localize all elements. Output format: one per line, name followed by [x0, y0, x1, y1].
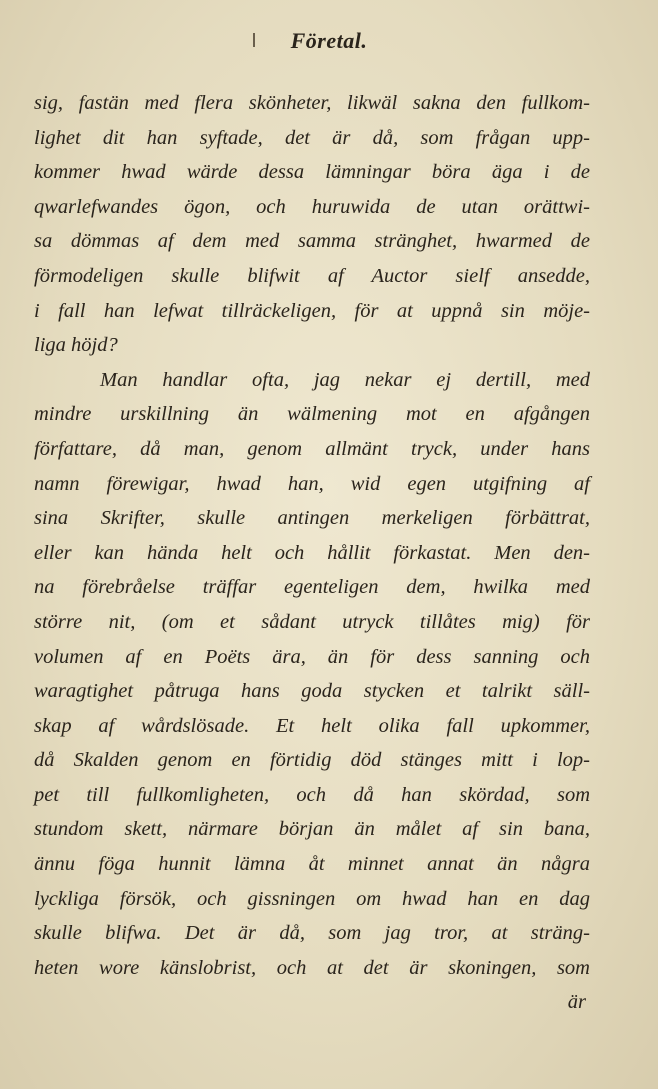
- text-line: sina Skrifter, skulle antingen merkeligen förbättrat,: [34, 507, 590, 530]
- catchword: är: [567, 991, 586, 1014]
- text-line: liga höjd?: [34, 334, 118, 357]
- text-line: i fall han lefwat tillräckeligen, för at uppnå sin möje-: [34, 299, 590, 322]
- text-line: sa dömmas af dem med samma stränghet, hwarmed de: [34, 230, 590, 253]
- text-line: skap af wårdslösade. Et helt olika fall upkommer,: [34, 714, 590, 737]
- text-line: volumen af en Poëts ära, än för dess sanning och: [34, 645, 590, 668]
- text-line: namn förewigar, hwad han, wid egen utgifning af: [34, 472, 590, 495]
- text-line: då Skalden genom en förtidig död stänges mitt i lop-: [34, 749, 590, 772]
- text-line: stundom skett, närmare början än målet af sin bana,: [34, 818, 590, 841]
- text-line: författare, då man, genom allmänt tryck, under hans: [34, 437, 590, 460]
- text-line: na förebråelse träffar egenteligen dem, hwilka med: [34, 576, 590, 599]
- text-line: qwarlefwandes ögon, och huruwida de utan orättwi-: [34, 195, 590, 218]
- text-line: pet till fullkomligheten, och då han skördad, som: [34, 783, 590, 806]
- text-line: skulle blifwa. Det är då, som jag tror, at sträng-: [34, 922, 590, 945]
- text-line: lyckliga försök, och gissningen om hwad han en dag: [34, 887, 590, 910]
- text-line: sig, fastän med flera skönheter, likwäl sakna den fullkom-: [34, 92, 590, 114]
- body-text: [34, 86, 590, 1020]
- text-line: Man handlar ofta, jag nekar ej dertill, med: [100, 368, 590, 391]
- text-line: heten wore känslobrist, och at det är skoningen, som: [34, 956, 590, 979]
- text-line: ännu föga hunnit lämna åt minnet annat än några: [34, 853, 590, 876]
- text-line: större nit, (om et sådant utryck tillåtes mig) för: [34, 610, 590, 633]
- text-line: eller kan hända helt och hållit förkastat. Men den-: [34, 541, 590, 564]
- text-line: lighet dit han syftade, det är då, som frågan upp-: [34, 126, 590, 149]
- text-line: mindre urskillning än wälmening mot en afgången: [34, 403, 590, 426]
- text-line: förmodeligen skulle blifwit af Auctor sielf ansedde,: [34, 264, 590, 287]
- page-header: Företal.: [290, 28, 368, 53]
- text-line: kommer hwad wärde dessa lämningar böra äga i de: [34, 161, 590, 184]
- text-line: waragtighet påtruga hans goda stycken et talrikt säll-: [34, 680, 590, 703]
